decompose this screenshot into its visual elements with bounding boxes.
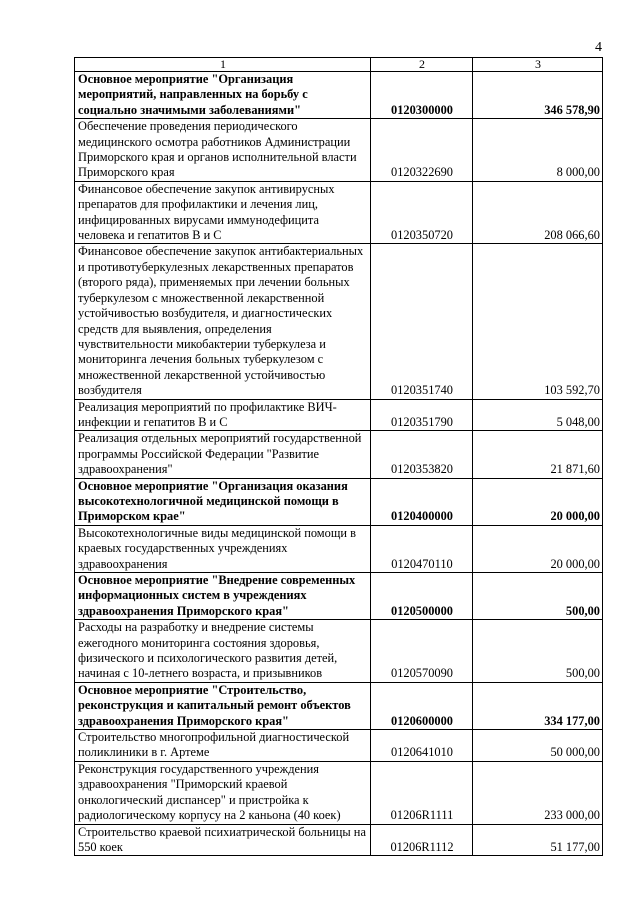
row-amount: 208 066,60 (473, 181, 603, 244)
row-name: Расходы на разработку и внедрение системы ежегодного мониторинга состояния здоровья, физического и психологического развития детей, начиная с 10-летнего возраста, и призывников (75, 620, 371, 683)
row-name: Реализация отдельных мероприятий государственной программы Российской Федерации "Развитие здравоохранения" (75, 431, 371, 478)
row-amount: 21 871,60 (473, 431, 603, 478)
table-row (75, 478, 603, 525)
row-amount: 50 000,00 (473, 730, 603, 762)
row-name: Высокотехнологичные виды медицинской помощи в краевых государственных учреждениях здравоохранения (75, 525, 371, 572)
table-row (75, 244, 603, 399)
row-code: 0120300000 (371, 72, 473, 119)
table-row (75, 573, 603, 620)
row-code: 01206R1112 (371, 824, 473, 856)
table-row (75, 824, 603, 856)
page-number: 4 (595, 40, 602, 55)
table-row (75, 119, 603, 182)
row-amount: 334 177,00 (473, 682, 603, 729)
table-row (75, 761, 603, 824)
budget-table (74, 57, 603, 856)
table-row (75, 181, 603, 244)
row-amount: 500,00 (473, 573, 603, 620)
row-code: 0120353820 (371, 431, 473, 478)
row-name: Финансовое обеспечение закупок антибактериальных и противотуберкулезных лекарственных препаратов (второго ряда), применяемых при лечении больных туберкулезом с множественной лекарственной устойчивостью возбудителя, и диагностических средств для выявления, определения чувствительности микобактерии туберкулеза и мониторинга лечения больных туберкулезом с множественной лекарственной устойчивостью возбудителя (75, 244, 371, 399)
row-amount: 20 000,00 (473, 478, 603, 525)
row-code: 0120322690 (371, 119, 473, 182)
row-code: 0120470110 (371, 525, 473, 572)
table-row (75, 72, 603, 119)
row-code: 0120350720 (371, 181, 473, 244)
row-name: Строительство краевой психиатрической больницы на 550 коек (75, 824, 371, 856)
row-amount: 8 000,00 (473, 119, 603, 182)
column-header-code: 2 (371, 58, 473, 72)
row-amount: 20 000,00 (473, 525, 603, 572)
column-header-amount: 3 (473, 58, 603, 72)
table-row (75, 399, 603, 431)
table-header-row (75, 58, 603, 72)
row-code: 0120351790 (371, 399, 473, 431)
row-code: 0120570090 (371, 620, 473, 683)
row-name: Основное мероприятие "Организация оказания высокотехнологичной медицинской помощи в Приморском крае" (75, 478, 371, 525)
row-name: Строительство многопрофильной диагностической поликлиники в г. Артеме (75, 730, 371, 762)
row-name: Реконструкция государственного учреждения здравоохранения "Приморский краевой онкологический диспансер" и пристройка к радиологическому корпусу на 2 каньона (40 коек) (75, 761, 371, 824)
row-code: 0120351740 (371, 244, 473, 399)
row-amount: 103 592,70 (473, 244, 603, 399)
row-name: Обеспечение проведения периодического медицинского осмотра работников Администрации Приморского края и органов исполнительной власти Приморского края (75, 119, 371, 182)
table-row (75, 730, 603, 762)
row-amount: 233 000,00 (473, 761, 603, 824)
row-name: Основное мероприятие "Организация мероприятий, направленных на борьбу с социально значимыми заболеваниями" (75, 72, 371, 119)
row-code: 0120400000 (371, 478, 473, 525)
row-name: Финансовое обеспечение закупок антивирусных препаратов для профилактики и лечения лиц, инфицированных вирусами иммунодефицита человека и гепатитов B и C (75, 181, 371, 244)
table-row (75, 682, 603, 729)
row-name: Реализация мероприятий по профилактике ВИЧ-инфекции и гепатитов B и C (75, 399, 371, 431)
row-code: 0120600000 (371, 682, 473, 729)
row-code: 0120641010 (371, 730, 473, 762)
row-code: 0120500000 (371, 573, 473, 620)
row-name: Основное мероприятие "Внедрение современных информационных систем в учреждениях здравоохранения Приморского края" (75, 573, 371, 620)
table-row (75, 620, 603, 683)
table-row (75, 431, 603, 478)
row-amount: 51 177,00 (473, 824, 603, 856)
row-name: Основное мероприятие "Строительство, реконструкция и капитальный ремонт объектов здравоохранения Приморского края" (75, 682, 371, 729)
row-code: 01206R1111 (371, 761, 473, 824)
column-header-name: 1 (75, 58, 371, 72)
table-row (75, 525, 603, 572)
row-amount: 346 578,90 (473, 72, 603, 119)
row-amount: 5 048,00 (473, 399, 603, 431)
row-amount: 500,00 (473, 620, 603, 683)
